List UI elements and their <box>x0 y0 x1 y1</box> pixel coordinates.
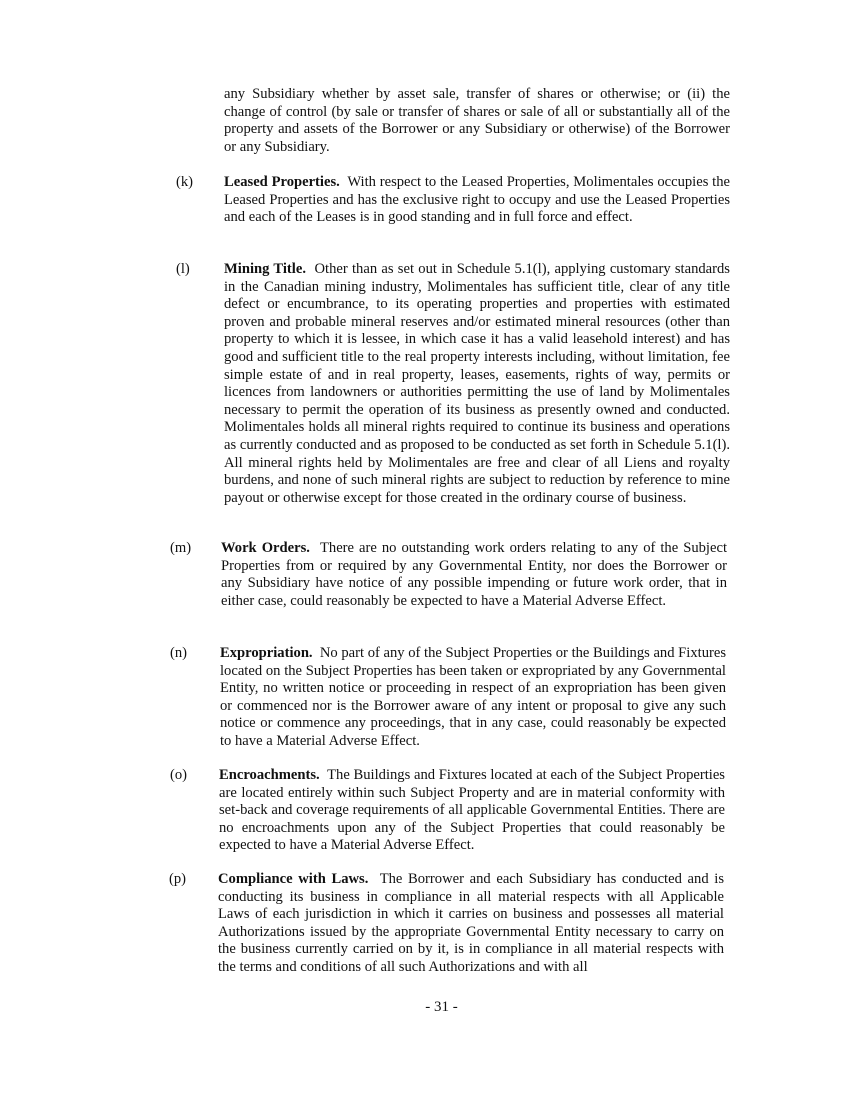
clause-body <box>218 871 724 977</box>
clause-body <box>224 261 730 507</box>
clause-heading: Compliance with Laws. <box>218 871 369 887</box>
clause-label: (l) <box>176 261 190 277</box>
page-number: - 31 - <box>425 999 458 1015</box>
clause-heading: Leased Properties. <box>224 174 340 190</box>
clause-label: (o) <box>170 767 188 783</box>
clause-label: (n) <box>170 645 188 661</box>
clause-heading: Encroachments. <box>219 767 320 783</box>
clause-body <box>220 645 726 751</box>
continuation-paragraph: any Subsidiary whether by asset sale, transfer of shares or otherwise; or (ii) the change of control (by sale or transfer of shares or sale of all or substantially all of the property and assets of the Borrower or any Subsidiary or otherwise) of the Borrower or any Subsidiary. <box>224 86 730 155</box>
clause-body <box>224 174 730 227</box>
clause-text: There are no outstanding work orders relating to any of the Subject Properties from or required by any Governmental Entity, nor does the Borrower or any Subsidiary have notice of any possible impending or future work order, that in either case, could reasonably be expected to have a Material Adverse Effect. <box>221 540 727 609</box>
clause-text: No part of any of the Subject Properties or the Buildings and Fixtures located on the Subject Properties has been taken or expropriated by any Governmental Entity, no written notice or proceeding in respect of an expropriation has been given or commenced nor is the Borrower aware of any intent or proposal to give any such notice or commence any proceedings, that in any case, could reasonably be expected to have a Material Adverse Effect. <box>220 645 727 749</box>
clause-text: The Borrower and each Subsidiary has conducted and is conducting its business in compliance in all material respects with all Applicable Laws of each jurisdiction in which it carries on business and possesses all material Authorizations issued by the appropriate Governmental Entity necessary to carry on the business currently carried on by it, is in compliance in all material respects with the terms and conditions of all such Authorizations and with all <box>218 871 724 975</box>
clause-heading: Work Orders. <box>221 540 310 556</box>
clause-label: (m) <box>170 540 192 556</box>
clause-heading: Expropriation. <box>220 645 313 661</box>
clause-text: Other than as set out in Schedule 5.1(l), applying customary standards in the Canadian mining industry, Molimentales has sufficient title, clear of any title defect or encumbrance, to its operating properties and properties with estimated proven and probable mineral reserves and/or estimated mineral resources (other than property to which it is lessee, in which case it has a valid leasehold interest) and has good and sufficient title to the real property interests including, without limitation, fee simple estate of and in real property, leases, easements, rights of way, permits or licences from landowners or authorities permitting the use of land by Molimentales necessary to permit the operation of its business as presently owned and conducted. Molimentales holds all mineral rights required to continue its business and operations as currently conducted and as proposed to be conducted as set forth in Schedule 5.1(l). All mineral rights held by Molimentales are free and clear of all Liens and royalty burdens, and none of such mineral rights are subject to reduction by reference to mine payout or otherwise except for those created in the ordinary course of business. <box>224 261 730 506</box>
clause-text: The Buildings and Fixtures located at each of the Subject Properties are located entirely within such Subject Property and are in material conformity with set-back and coverage requirements of all applicable Governmental Entities. There are no encroachments upon any of the Subject Properties that could reasonably be expected to have a Material Adverse Effect. <box>219 767 725 854</box>
clause-body <box>219 767 725 855</box>
clause-text: With respect to the Leased Properties, Molimentales occupies the Leased Properties and has the exclusive right to occupy and use the Leased Properties and each of the Leases is in good standing and in full force and effect. <box>224 174 730 226</box>
clause-body <box>221 540 727 610</box>
clause-heading: Mining Title. <box>224 261 306 277</box>
clause-label: (k) <box>176 174 194 190</box>
clause-label: (p) <box>169 871 187 887</box>
